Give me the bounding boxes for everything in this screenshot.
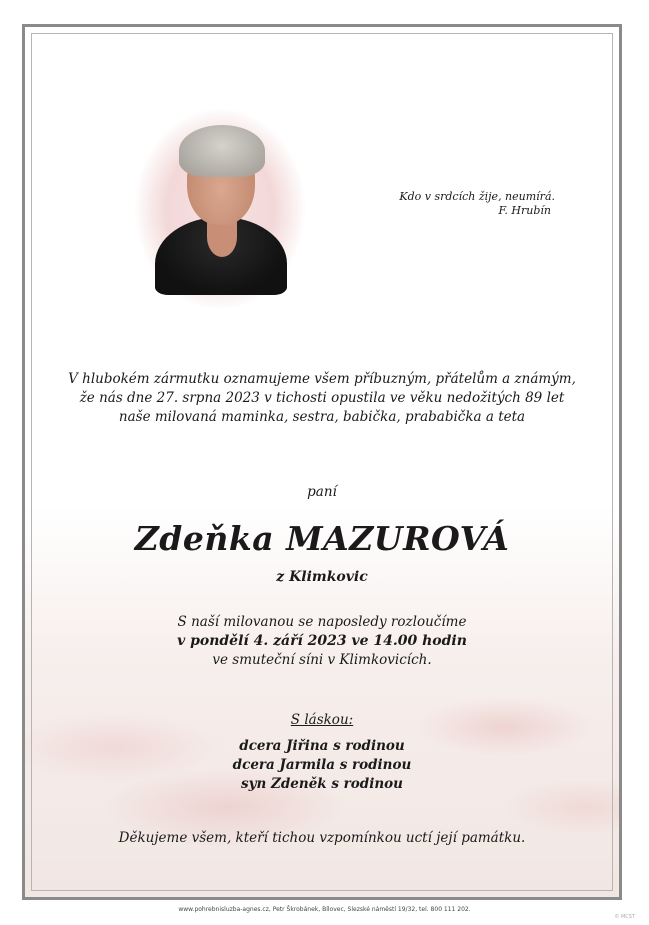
watermark: © MCST (614, 914, 635, 920)
quote (355, 190, 555, 218)
portrait-hair (179, 125, 265, 177)
family-member: dcera Jiřina s rodinou (239, 738, 405, 754)
quote-text: Kdo v srdcích žije, neumírá. (399, 190, 555, 203)
thanks-text: Děkujeme všem, kteří tichou vzpomínkou uctí její památku. (118, 830, 526, 846)
deceased-origin: z Klimkovic (276, 569, 368, 585)
honorific: paní (307, 484, 337, 500)
with-love-label: S láskou: (290, 712, 354, 728)
announcement-line-2: že nás dne 27. srpna 2023 v tichosti opustila ve věku nedožitých 89 let (79, 390, 565, 406)
announcement-line-3: naše milovaná maminka, sestra, babička, prababička a teta (118, 409, 526, 425)
announcement-line-1: V hlubokém zármutku oznamujeme všem příbuzným, přátelům a známým, (68, 371, 576, 387)
announcement-text (25, 370, 619, 427)
family-list (25, 737, 619, 794)
farewell-line-1: S naší milovanou se naposledy rozloučíme (177, 614, 467, 630)
obituary-frame (22, 24, 622, 900)
family-member: syn Zdeněk s rodinou (241, 776, 403, 792)
family-member: dcera Jarmila s rodinou (232, 757, 412, 773)
farewell-info (25, 613, 619, 670)
portrait-photo (135, 109, 305, 309)
farewell-location: ve smuteční síni v Klimkovicích. (212, 652, 432, 668)
quote-author: F. Hrubín (498, 204, 551, 217)
deceased-name: Zdeňka MAZUROVÁ (134, 519, 510, 558)
footer-contact: www.pohrebnisluzba-agnes.cz, Petr Škrobánek, Bílovec, Slezské náměstí 19/32, tel. 800 111 202. (178, 906, 471, 913)
farewell-datetime: v pondělí 4. září 2023 ve 14.00 hodin (177, 633, 467, 649)
